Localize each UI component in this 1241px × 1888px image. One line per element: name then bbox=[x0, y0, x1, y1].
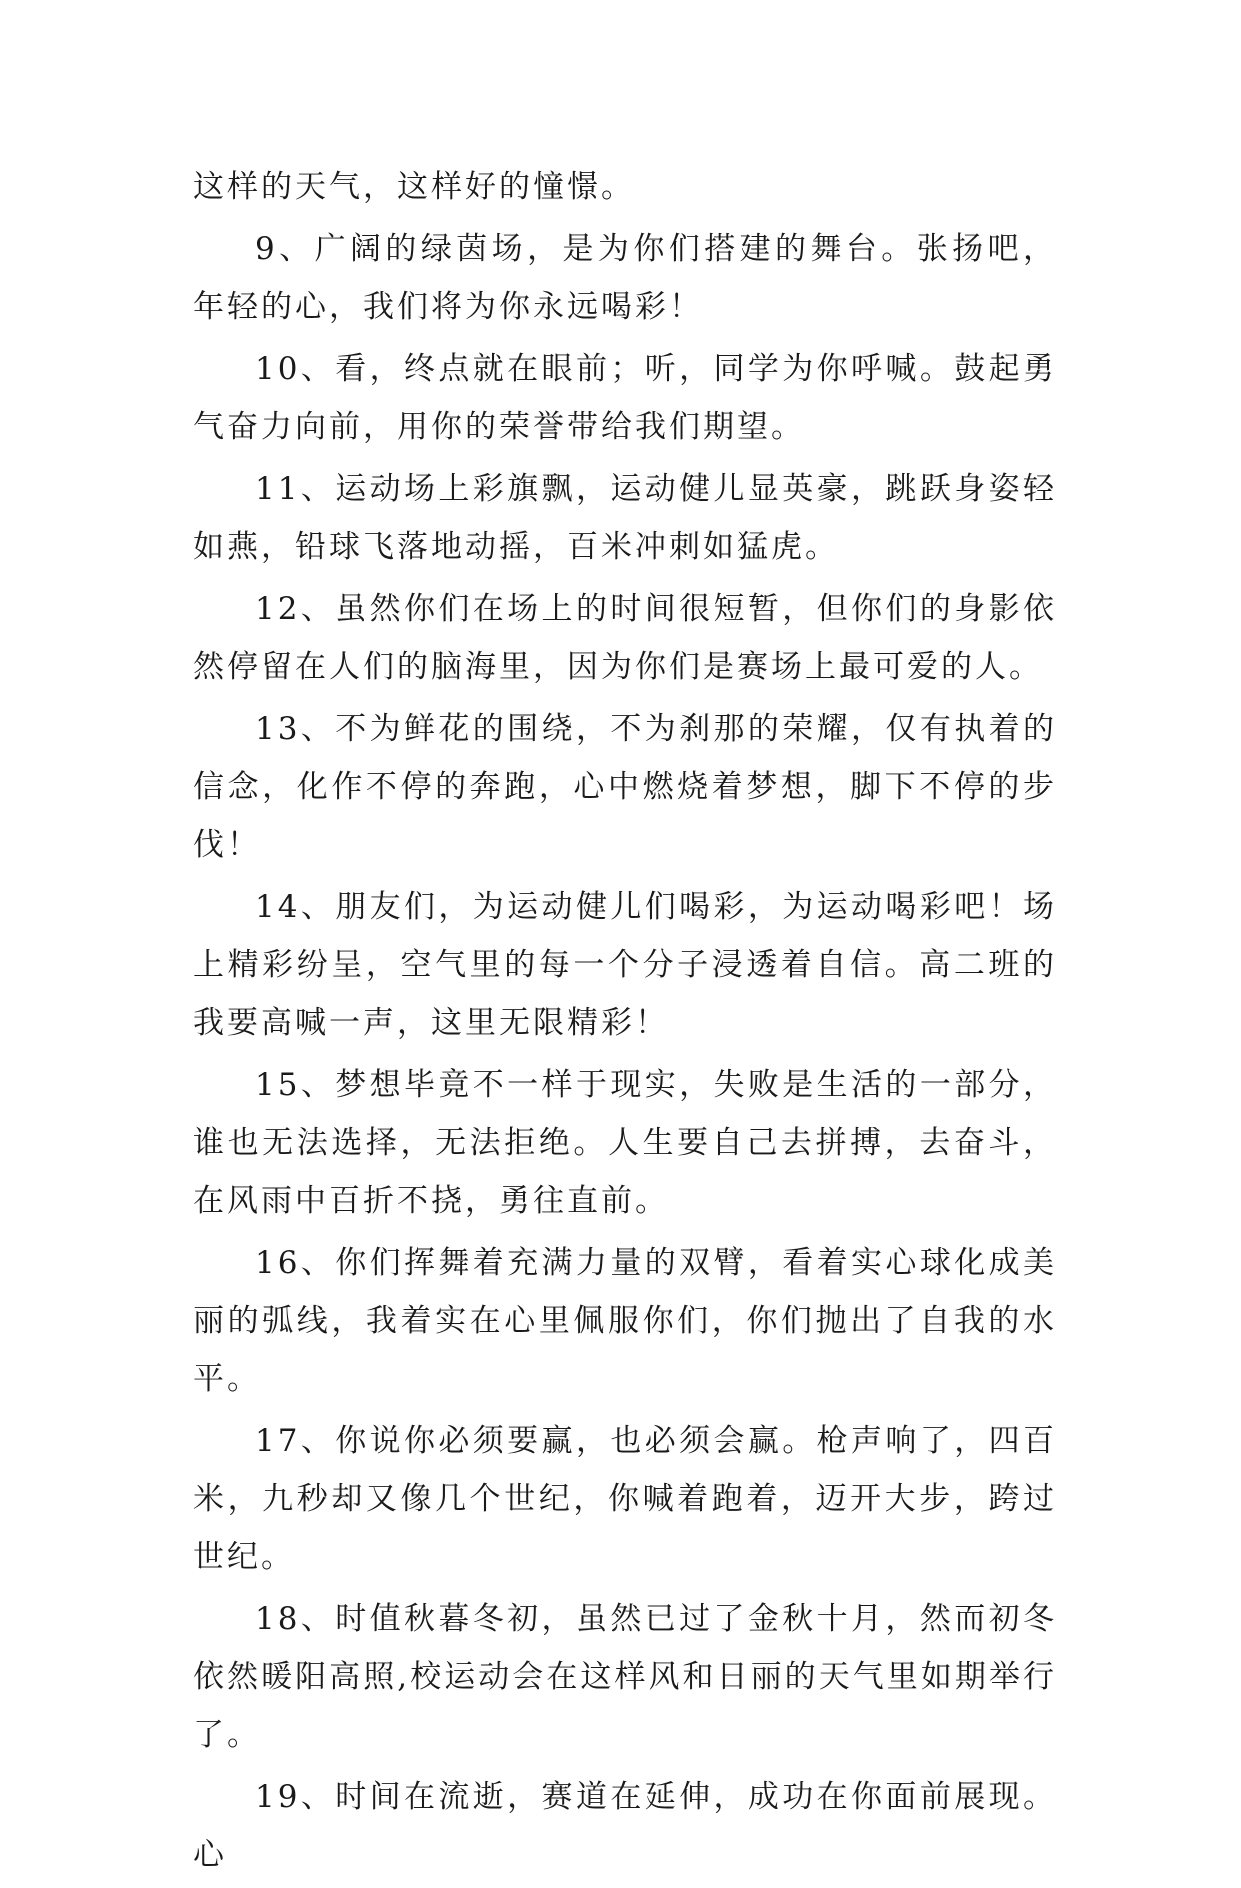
paragraph-item-13: 13、不为鲜花的围绕，不为刹那的荣耀，仅有执着的信念，化作不停的奔跑，心中燃烧着梦想，脚下不停的步伐！ bbox=[193, 711, 1057, 863]
paragraph-item-15: 15、梦想毕竟不一样于现实，失败是生活的一部分，谁也无法选择，无法拒绝。人生要自己去拼搏，去奋斗，在风雨中百折不挠，勇往直前。 bbox=[193, 1067, 1057, 1219]
paragraph-item-10: 10、看，终点就在眼前；听，同学为你呼喊。鼓起勇气奋力向前，用你的荣誉带给我们期望。 bbox=[193, 351, 1057, 445]
paragraph-item-14: 14、朋友们，为运动健儿们喝彩，为运动喝彩吧！场上精彩纷呈，空气里的每一个分子浸透着自信。高二班的我要高喊一声，这里无限精彩！ bbox=[193, 889, 1057, 1041]
paragraph-continuation: 这样的天气，这样好的憧憬。 bbox=[193, 169, 635, 205]
paragraph-item-9: 9、广阔的绿茵场，是为你们搭建的舞台。张扬吧，年轻的心，我们将为你永远喝彩！ bbox=[193, 231, 1057, 325]
paragraph-item-18: 18、时值秋暮冬初，虽然已过了金秋十月，然而初冬依然暖阳高照,校运动会在这样风和日丽的天气里如期举行了。 bbox=[193, 1601, 1057, 1753]
paragraph-item-19: 19、时间在流逝，赛道在延伸，成功在你面前展现。心 bbox=[193, 1779, 1057, 1873]
paragraph-item-17: 17、你说你必须要赢，也必须会赢。枪声响了，四百米，九秒却又像几个世纪，你喊着跑着，迈开大步，跨过世纪。 bbox=[193, 1423, 1057, 1575]
paragraph-item-12: 12、虽然你们在场上的时间很短暂，但你们的身影依然停留在人们的脑海里，因为你们是赛场上最可爱的人。 bbox=[193, 591, 1057, 685]
paragraph-item-11: 11、运动场上彩旗飘，运动健儿显英豪，跳跃身姿轻如燕，铅球飞落地动摇，百米冲刺如猛虎。 bbox=[193, 471, 1057, 565]
document-body bbox=[193, 158, 1057, 1888]
paragraph-item-16: 16、你们挥舞着充满力量的双臂，看着实心球化成美丽的弧线，我着实在心里佩服你们，你们抛出了自我的水平。 bbox=[193, 1245, 1057, 1397]
